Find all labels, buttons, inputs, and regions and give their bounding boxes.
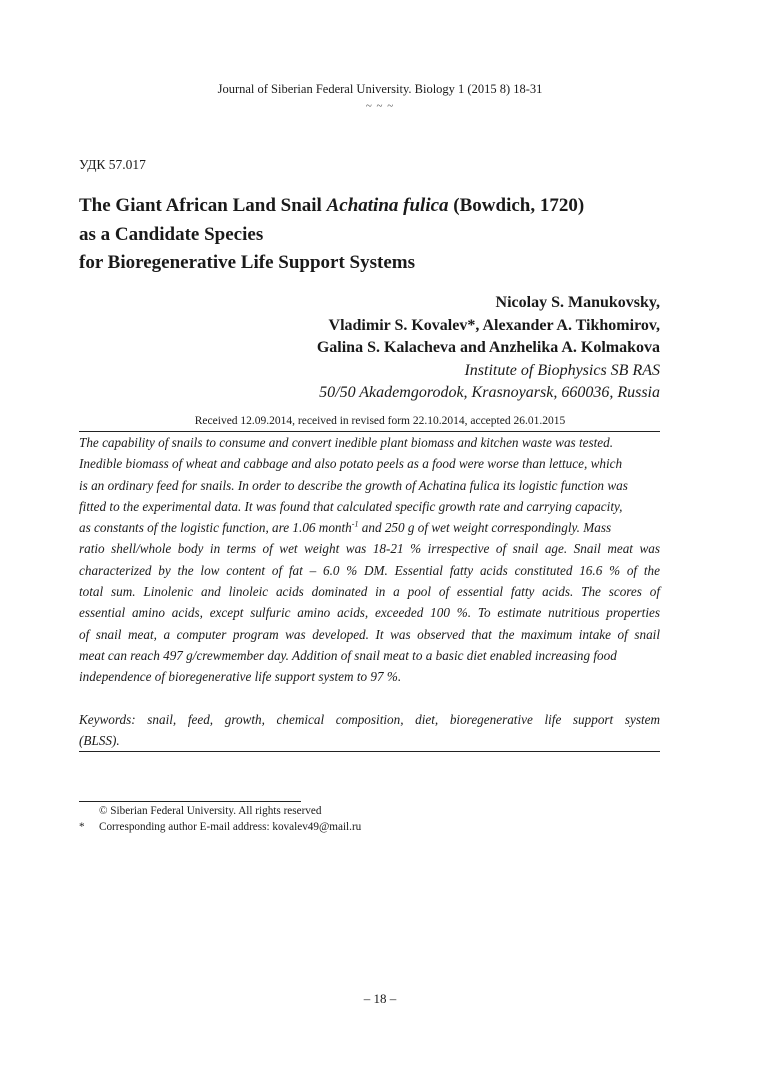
species-name: Achatina fulica bbox=[326, 195, 449, 216]
abstract-bottom-rule bbox=[79, 751, 660, 752]
title-text: (Bowdich, 1720) bbox=[448, 195, 585, 216]
abstract-line: fitted to the experimental data. It was found that calculated specific growth rate and carrying capacity, bbox=[79, 498, 623, 514]
author-block bbox=[317, 292, 660, 405]
footnote-copyright bbox=[79, 805, 321, 817]
corresponding-text: Corresponding author E-mail address: kovalev49@mail.ru bbox=[99, 821, 362, 833]
footnote-corresponding bbox=[79, 821, 361, 833]
abstract-line: essential amino acids, except sulfuric amino acids, exceeded 100 %. To estimate nutritious properties bbox=[79, 605, 660, 621]
keywords bbox=[79, 709, 660, 752]
title-line-2: as a Candidate Species bbox=[79, 223, 264, 245]
abstract-line: of snail meat, a computer program was developed. It was observed that the maximum intake of snail bbox=[79, 626, 660, 642]
title-line-3: for Bioregenerative Life Support Systems bbox=[79, 252, 415, 273]
title-text: The Giant African Land Snail bbox=[79, 195, 327, 216]
abstract-line: Inedible biomass of wheat and cabbage and also potato peels as a food were worse than lettuce, which bbox=[79, 456, 623, 472]
abstract-line: total sum. Linolenic and linoleic acids dominated in a pool of essential fatty acids. The scores of bbox=[79, 584, 660, 600]
footnote-rule bbox=[79, 801, 301, 802]
header-ornament: ~ ~ ~ bbox=[365, 100, 395, 112]
copyright-text: © Siberian Federal University. All rights reserved bbox=[99, 805, 322, 817]
footnote-mark: * bbox=[79, 821, 85, 833]
author-line-3: Galina S. Kalacheva and Anzhelika A. Kolmakova bbox=[316, 339, 660, 356]
abstract-line bbox=[79, 517, 660, 538]
superscript: -1 bbox=[351, 519, 359, 529]
abstract-line: The capability of snails to consume and convert inedible plant biomass and kitchen waste was tested. bbox=[79, 435, 614, 450]
author-line-1: Nicolay S. Manukovsky, bbox=[495, 294, 660, 311]
title-line-1 bbox=[79, 192, 699, 221]
page-number: – 18 – bbox=[363, 991, 397, 1006]
keywords-line-2: (BLSS). bbox=[79, 733, 120, 749]
keywords-line-1: Keywords: snail, feed, growth, chemical composition, diet, bioregenerative life support system bbox=[79, 712, 660, 727]
abstract-line: independence of bioregenerative life support system to 97 %. bbox=[79, 669, 402, 685]
abstract-line: ratio shell/whole body in terms of wet weight was 18-21 % irrespective of snail age. Snail meat was bbox=[79, 541, 660, 557]
author-line-2: Vladimir S. Kovalev*, Alexander A. Tikhomirov, bbox=[328, 316, 660, 334]
abstract-line: characterized by the low content of fat – 6.0 % DM. Essential fatty acids constituted 16.6 % of the bbox=[79, 562, 660, 578]
abstract-line: meat can reach 497 g/crewmember day. Addition of snail meat to a basic diet enabled increasing food bbox=[79, 647, 617, 663]
abstract-line: is an ordinary feed for snails. In order to describe the growth of Achatina fulica its logistic function was bbox=[79, 477, 628, 493]
affiliation-institute: Institute of Biophysics SB RAS bbox=[464, 361, 660, 379]
abstract bbox=[79, 432, 660, 688]
abstract-text: as constants of the logistic function, are 1.06 month bbox=[79, 520, 352, 536]
journal-header: Journal of Siberian Federal University. Biology 1 (2015 8) 18-31 bbox=[217, 82, 543, 96]
received-dates: Received 12.09.2014, received in revised form 22.10.2014, accepted 26.01.2015 bbox=[194, 415, 566, 427]
udk-code: УДК 57.017 bbox=[79, 157, 146, 172]
abstract-text: and 250 g of wet weight correspondingly. Mass bbox=[358, 520, 612, 536]
article-title bbox=[79, 192, 699, 278]
affiliation-address: 50/50 Akademgorodok, Krasnoyarsk, 660036, Russia bbox=[319, 384, 660, 401]
